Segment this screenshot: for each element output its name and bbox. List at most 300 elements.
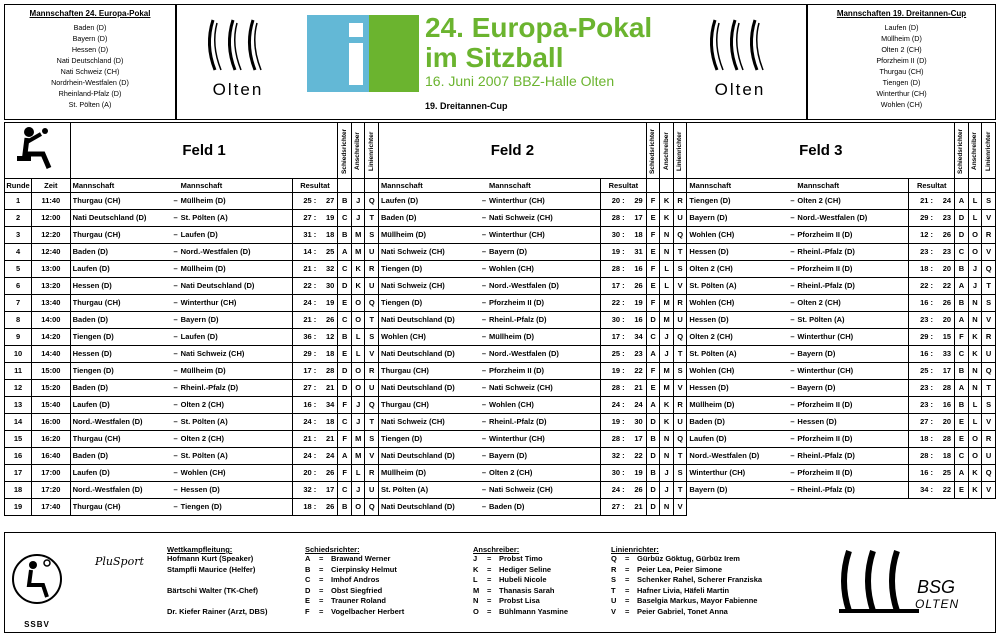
referee-code: E — [338, 346, 352, 363]
list-item — [473, 554, 568, 565]
role-code: S — [611, 575, 617, 585]
team-home: Nati Deutschland (D) — [381, 383, 455, 392]
score-away: 26 — [325, 315, 335, 324]
person-name: Brawand Werner — [331, 554, 391, 563]
list-item — [611, 596, 762, 607]
score-away: 19 — [325, 213, 335, 222]
scorer-code: O — [351, 380, 365, 397]
scorer-code: K — [351, 261, 365, 278]
role-header: Schiedsrichter — [646, 123, 660, 179]
team-home: Tiengen (D) — [381, 434, 423, 443]
score-away: 22 — [634, 451, 643, 460]
role-code: Q — [611, 554, 617, 563]
score-away: 20 — [942, 264, 952, 273]
score-home: 29 — [920, 213, 929, 222]
match-teams — [687, 210, 909, 227]
scorer-code: N — [968, 363, 982, 380]
col-role-empty — [646, 179, 660, 193]
round-number: 1 — [5, 193, 32, 210]
match-result: 34 : 22 — [909, 482, 955, 499]
match-teams — [687, 295, 909, 312]
list-item — [167, 596, 267, 607]
role-code: F — [305, 606, 310, 616]
linesman-code: U — [365, 482, 379, 499]
linesman-code: V — [365, 346, 379, 363]
team-away: Müllheim (D) — [180, 196, 226, 205]
equals-sign: = — [319, 554, 324, 563]
linesman-code: Q — [673, 329, 687, 346]
table-row — [5, 329, 996, 346]
score-home: 30 — [611, 468, 621, 477]
score-away: 30 — [634, 417, 643, 426]
score-home: 29 — [920, 332, 929, 341]
team-home: Thurgau (CH) — [72, 298, 121, 307]
round-number: 18 — [5, 482, 32, 499]
team-away: Bayern (D) — [180, 315, 219, 324]
team-home: Olten 2 (CH) — [689, 332, 733, 341]
round-time: 16:20 — [32, 431, 71, 448]
team-home: St. Pölten (A) — [689, 281, 737, 290]
scorer-code: M — [660, 363, 674, 380]
match-result: 27 : 20 — [909, 414, 955, 431]
match-result: 28 : 17 — [600, 210, 646, 227]
equals-sign: = — [487, 554, 492, 563]
role-code: N — [473, 596, 479, 606]
vs-separator: – — [173, 230, 178, 239]
score-away: 26 — [942, 298, 952, 307]
referee-code: A — [338, 448, 352, 465]
team-away: Baden (D) — [489, 502, 525, 511]
referee-code: C — [955, 448, 969, 465]
team-away: Müllheim (D) — [489, 332, 535, 341]
olten-logo-left — [203, 15, 273, 105]
team-home: Hessen (D) — [689, 383, 729, 392]
score-home: 27 — [303, 383, 312, 392]
olten-trees-icon — [705, 15, 775, 75]
referee-code: D — [955, 210, 969, 227]
event-title-block — [425, 13, 685, 89]
match-teams — [687, 312, 909, 329]
linesman-code: R — [365, 465, 379, 482]
scorer-code: N — [660, 244, 674, 261]
score-away: 27 — [325, 196, 335, 205]
score-away: 19 — [325, 298, 335, 307]
linesman-code: Q — [982, 261, 996, 278]
match-result: 16 : 33 — [909, 346, 955, 363]
col-teams — [70, 179, 292, 193]
vs-separator: – — [173, 400, 178, 409]
round-number: 14 — [5, 414, 32, 431]
linesman-code: S — [673, 363, 687, 380]
table-row — [5, 482, 996, 499]
team-home: Bayern (D) — [689, 213, 728, 222]
referee-code: D — [646, 414, 660, 431]
leitung-title: Wettkampfleitung: — [167, 545, 233, 554]
col-team-b: Mannschaft — [489, 181, 531, 190]
team-home: Tiengen (D) — [72, 366, 114, 375]
score-away: 21 — [634, 383, 643, 392]
match-result: 27 : 19 — [292, 210, 338, 227]
scorer-code: O — [351, 499, 365, 516]
score-away: 12 — [325, 332, 335, 341]
score-away: 25 — [942, 468, 952, 477]
round-time: 13:40 — [32, 295, 71, 312]
table-row — [5, 295, 996, 312]
linesman-code: S — [673, 261, 687, 278]
match-teams — [687, 244, 909, 261]
vs-separator: – — [790, 196, 795, 205]
referee-code: C — [338, 414, 352, 431]
referee-code: C — [338, 210, 352, 227]
footer-box — [4, 532, 996, 633]
match-teams — [379, 244, 601, 261]
linesman-code: T — [673, 244, 687, 261]
team-away: Rheinl.-Pfalz (D) — [797, 281, 855, 290]
referee-code: D — [338, 278, 352, 295]
score-home: 19 — [611, 247, 621, 256]
table-row — [5, 431, 996, 448]
team-away: Nord.-Westfalen (D) — [489, 349, 559, 358]
team-home: Baden (D) — [72, 247, 109, 256]
match-teams — [70, 465, 292, 482]
team-home: Laufen (D) — [689, 434, 727, 443]
round-number: 16 — [5, 448, 32, 465]
match-result: 30 : 19 — [600, 465, 646, 482]
list-item: Rheinland-Pfalz (D) — [58, 89, 122, 98]
team-away: Rheinl.-Pfalz (D) — [180, 383, 239, 392]
match-teams — [70, 278, 292, 295]
score-home: 16 — [920, 349, 929, 358]
vs-separator: – — [790, 264, 795, 273]
col-role-empty — [338, 179, 352, 193]
team-home: Müllheim (D) — [381, 468, 427, 477]
linesman-code: S — [982, 397, 996, 414]
team-home: Hessen (D) — [689, 247, 729, 256]
score-away: 22 — [634, 366, 643, 375]
vs-separator: – — [173, 451, 178, 460]
field-header-row — [5, 123, 996, 179]
team-away: Olten 2 (CH) — [797, 196, 841, 205]
equals-sign: = — [487, 575, 492, 585]
team-home: Hessen (D) — [72, 349, 112, 358]
linesman-code: R — [673, 397, 687, 414]
round-time: 15:20 — [32, 380, 71, 397]
team-home: Thurgau (CH) — [72, 196, 121, 205]
table-row — [5, 414, 996, 431]
match-result: 20 : 29 — [600, 193, 646, 210]
linesman-code: R — [673, 295, 687, 312]
vs-separator: – — [173, 366, 178, 375]
role-code: K — [473, 564, 479, 574]
score-away: 17 — [634, 213, 643, 222]
vs-separator: – — [790, 349, 795, 358]
vs-separator: – — [481, 349, 487, 358]
match-result: 18 : 26 — [292, 499, 338, 516]
linesman-code: S — [673, 465, 687, 482]
equals-sign: = — [625, 585, 630, 595]
team-away: Müllheim (D) — [180, 366, 226, 375]
list-item: Hofmann Kurt (Speaker) — [167, 554, 254, 563]
team-away: Nati Schweiz (CH) — [180, 349, 245, 358]
team-away: Pforzheim II (D) — [797, 434, 853, 443]
person-name: Cierpinsky Helmut — [331, 564, 397, 574]
scorer-code: O — [351, 312, 365, 329]
linesman-code: T — [673, 448, 687, 465]
table-row — [5, 448, 996, 465]
score-away: 26 — [634, 281, 643, 290]
match-teams — [687, 380, 909, 397]
vs-separator: – — [481, 315, 487, 324]
linesman-code: Q — [365, 193, 379, 210]
score-away: 24 — [325, 451, 335, 460]
team-home: Nord.-Westfalen (D) — [72, 485, 143, 494]
match-result: 29 : 23 — [909, 210, 955, 227]
team-home: Hessen (D) — [72, 281, 112, 290]
scorer-code: J — [968, 278, 982, 295]
match-teams — [379, 363, 601, 380]
score-away: 24 — [942, 196, 952, 205]
team-home: Nord.-Westfalen (D) — [689, 451, 760, 460]
linesman-code: V — [673, 380, 687, 397]
team-away: Bayern (D) — [797, 383, 836, 392]
col-role-empty — [660, 179, 674, 193]
person-name: Hafner Livia, Häfeli Martin — [637, 585, 730, 595]
match-teams — [379, 482, 601, 499]
match-teams — [687, 346, 909, 363]
team-home: Thurgau (CH) — [381, 400, 429, 409]
list-item — [611, 607, 762, 618]
score-away: 29 — [634, 196, 643, 205]
match-teams — [687, 431, 909, 448]
team-away: Pforzheim II (D) — [489, 366, 545, 375]
team-away: Rheinl.-Pfalz (D) — [797, 485, 855, 494]
score-away: 28 — [942, 383, 952, 392]
vs-separator: – — [790, 366, 795, 375]
vs-separator: – — [481, 383, 487, 392]
match-teams — [379, 295, 601, 312]
score-away: 34 — [325, 400, 335, 409]
team-away: Pforzheim II (D) — [797, 264, 853, 273]
linesman-code: R — [982, 227, 996, 244]
team-away: Winterthur (CH) — [180, 298, 237, 307]
person-name: Gürbüz Göktug, Gürbüz Irem — [637, 554, 740, 563]
col-teams — [379, 179, 601, 193]
scorer-code: O — [968, 244, 982, 261]
referee-code: C — [955, 244, 969, 261]
person-name: Peier Gabriel, Tonet Anna — [637, 606, 728, 616]
scorer-code: L — [968, 210, 982, 227]
score-away: 18 — [325, 417, 335, 426]
col-resultat: Resultat — [909, 179, 955, 193]
bsg-label: BSG — [917, 577, 956, 597]
score-home: 24 — [303, 417, 312, 426]
person-name: Bühlmann Yasmine — [499, 606, 569, 616]
team-away: Nati Schweiz (CH) — [489, 485, 553, 494]
match-result: 30 : 18 — [600, 227, 646, 244]
linesman-code: S — [365, 329, 379, 346]
list-item: Winterthur (CH) — [876, 89, 927, 98]
match-result: 24 : 26 — [600, 482, 646, 499]
linesman-code: U — [673, 312, 687, 329]
score-away: 17 — [325, 485, 335, 494]
round-time: 17:40 — [32, 499, 71, 516]
match-result: 32 : 17 — [292, 482, 338, 499]
role-code: L — [473, 575, 478, 585]
round-time: 12:20 — [32, 227, 71, 244]
schedule-table — [4, 122, 996, 516]
scorer-code: O — [968, 448, 982, 465]
scorer-code: L — [968, 193, 982, 210]
person-name: Hubeli Nicole — [499, 575, 547, 585]
linesman-code: Q — [365, 397, 379, 414]
linesman-code: S — [365, 431, 379, 448]
referee-code: B — [338, 193, 352, 210]
match-result: 19 : 22 — [600, 363, 646, 380]
referee-code: A — [955, 193, 969, 210]
match-teams — [70, 482, 292, 499]
linesman-code: U — [365, 244, 379, 261]
team-home: Hessen (D) — [689, 315, 729, 324]
equals-sign: = — [319, 585, 324, 595]
list-item: Nati Schweiz (CH) — [60, 67, 120, 76]
schiri-title: Schiedsrichter: — [305, 545, 360, 554]
list-item: Bärtschi Walter (TK-Chef) — [167, 585, 258, 595]
linesman-code: Q — [365, 499, 379, 516]
score-home: 16 — [920, 468, 929, 477]
event-logo-graphic — [307, 15, 419, 92]
match-result: 19 : 31 — [600, 244, 646, 261]
match-teams — [687, 261, 909, 278]
scorer-code: J — [968, 261, 982, 278]
role-code: C — [305, 575, 311, 585]
score-home: 22 — [611, 298, 621, 307]
score-home: 29 — [303, 349, 312, 358]
team-away: Nati Schweiz (CH) — [489, 383, 553, 392]
linesman-code: U — [365, 278, 379, 295]
match-teams — [379, 261, 601, 278]
match-teams — [70, 329, 292, 346]
person-name: Trauner Roland — [331, 596, 387, 606]
match-teams — [70, 295, 292, 312]
referee-code: B — [338, 329, 352, 346]
match-result: 22 : 19 — [600, 295, 646, 312]
empty-cell — [968, 499, 982, 516]
team-away: Pforzheim II (D) — [797, 400, 853, 409]
olten-logo-text: Olten — [212, 80, 264, 99]
team-away: Nati Schweiz (CH) — [489, 213, 553, 222]
match-result: 23 : 28 — [909, 380, 955, 397]
info-i-logo-icon — [307, 15, 419, 92]
list-item: Dr. Kiefer Rainer (Arzt, DBS) — [167, 606, 268, 616]
match-result: 30 : 16 — [600, 312, 646, 329]
table-row — [5, 210, 996, 227]
score-away: 34 — [634, 332, 643, 341]
score-away: 28 — [325, 366, 335, 375]
score-away: 21 — [325, 383, 335, 392]
match-teams — [687, 448, 909, 465]
list-item: Nordrhein-Westfalen (D) — [51, 78, 129, 87]
team-away: Wohlen (CH) — [489, 400, 534, 409]
equals-sign: = — [625, 606, 630, 616]
score-away: 21 — [325, 434, 335, 443]
col-role-empty — [982, 179, 996, 193]
match-result: 24 : 24 — [600, 397, 646, 414]
score-home: 28 — [611, 383, 621, 392]
scorer-code: J — [351, 193, 365, 210]
scorer-code: K — [968, 329, 982, 346]
team-away: Laufen (D) — [180, 230, 218, 239]
round-number: 9 — [5, 329, 32, 346]
scorer-code: J — [660, 465, 674, 482]
team-home: Tiengen (D) — [689, 196, 731, 205]
score-away: 32 — [325, 264, 335, 273]
scorer-code: L — [968, 414, 982, 431]
scorer-code: J — [351, 397, 365, 414]
team-home: Nord.-Westfalen (D) — [72, 417, 143, 426]
team-away: Nord.-Westfalen (D) — [489, 281, 559, 290]
team-home: Thurgau (CH) — [72, 434, 121, 443]
referee-code: B — [338, 227, 352, 244]
scorer-code: K — [660, 397, 674, 414]
vs-separator: – — [173, 247, 178, 256]
vs-separator: – — [790, 451, 795, 460]
referee-code: B — [955, 261, 969, 278]
footer-linien — [611, 545, 762, 618]
equals-sign: = — [625, 564, 630, 574]
role-code: E — [305, 596, 311, 606]
match-result: 23 : 20 — [909, 312, 955, 329]
scorer-code: M — [351, 244, 365, 261]
score-away: 19 — [634, 468, 643, 477]
scorer-code: K — [660, 210, 674, 227]
role-header: Linienrichter — [365, 123, 379, 179]
scorer-code: M — [351, 431, 365, 448]
vs-separator: – — [481, 247, 487, 256]
match-teams — [687, 278, 909, 295]
score-home: 24 — [303, 298, 312, 307]
match-teams — [379, 193, 601, 210]
header-center-box — [176, 4, 807, 120]
referee-code: F — [646, 227, 660, 244]
score-home: 18 — [920, 264, 929, 273]
match-teams — [70, 312, 292, 329]
linesman-code: S — [365, 227, 379, 244]
match-result: 12 : 26 — [909, 227, 955, 244]
team-away: Rheinl.-Pfalz (D) — [489, 315, 547, 324]
score-away: 25 — [325, 247, 335, 256]
scorer-code: L — [351, 346, 365, 363]
referee-code: B — [338, 499, 352, 516]
equals-sign: = — [319, 606, 324, 616]
scorer-code: N — [968, 312, 982, 329]
col-resultat: Resultat — [292, 179, 338, 193]
referee-code: E — [646, 210, 660, 227]
referee-code: F — [646, 295, 660, 312]
score-away: 26 — [634, 485, 643, 494]
equals-sign: = — [319, 564, 324, 574]
team-home: Baden (D) — [72, 315, 109, 324]
team-away: Bayern (D) — [489, 247, 527, 256]
match-teams — [379, 312, 601, 329]
sitzball-player-icon — [15, 124, 59, 172]
vs-separator: – — [790, 417, 795, 426]
team-away: Rheinl.-Pfalz (D) — [489, 417, 547, 426]
linesman-code: V — [982, 244, 996, 261]
col-team-a: Mannschaft — [381, 181, 423, 190]
scorer-code: O — [351, 363, 365, 380]
list-item — [167, 575, 267, 586]
team-home: Tiengen (D) — [381, 264, 423, 273]
